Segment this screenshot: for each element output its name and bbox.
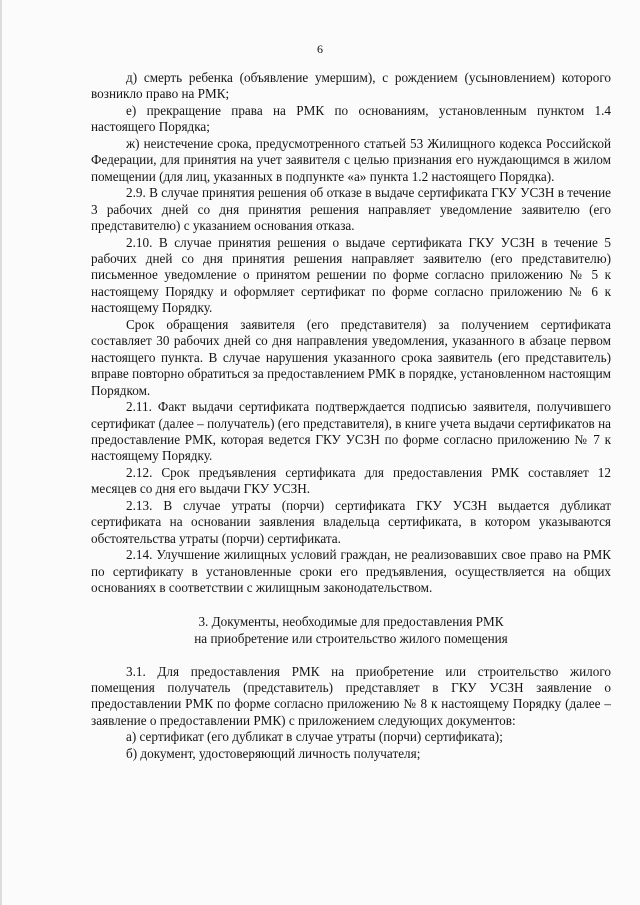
paragraph-2-12: 2.12. Срок предъявления сертификата для предоставления РМК составляет 12 месяцев со дня его выдачи ГКУ УСЗН. <box>91 464 611 497</box>
paragraph-2-10: 2.10. В случае принятия решения о выдаче сертификата ГКУ УСЗН в течение 5 рабочих дней со дня принятия решения направляет заявителю (его представителю) письменное уведомление о принятом решении по форме согласно приложению № 5 к настоящему Порядку и оформляет сертификат по форме согласно приложению № 6 к настоящему Порядку. <box>91 234 611 316</box>
paragraph-2-9: 2.9. В случае принятия решения об отказе в выдаче сертификата ГКУ УСЗН в течение 3 рабочих дней со дня принятия решения направляет уведомление заявителю (его представителю) с указанием основания отказа. <box>91 185 611 234</box>
document-body <box>91 70 611 762</box>
paragraph-item-zh: ж) неистечение срока, предусмотренного статьей 53 Жилищного кодекса Российской Федерации, для принятия на учет заявителя с целью признания его нуждающимся в жилом помещении (для лиц, указанных в подпункте «а» пункта 1.2 настоящего Порядка). <box>91 135 611 184</box>
paragraph-2-10-term: Срок обращения заявителя (его представителя) за получением сертификата составляет 30 рабочих дней со дня направления уведомления, указанного в абзаце первом настоящего пункта. В случае нарушения указанного срока заявитель (его представитель) вправе повторно обратиться за предоставлением РМК в порядке, установленном настоящим Порядком. <box>91 316 611 398</box>
paragraph-2-11: 2.11. Факт выдачи сертификата подтверждается подписью заявителя, получившего сертификат (далее – получатель) (его представителя), в книге учета выдачи сертификатов на предоставление РМК, которая ведется ГКУ УСЗН по форме согласно приложению № 7 к настоящему Порядку. <box>91 399 611 464</box>
page-number: 6 <box>317 42 323 56</box>
spacer <box>91 597 611 613</box>
paragraph-item-d: д) смерть ребенка (объявление умершим), с рождением (усыновлением) которого возникло право на РМК; <box>91 70 611 102</box>
paragraph-item-b: б) документ, удостоверяющий личность получателя; <box>126 745 421 761</box>
section-heading-line-2: на приобретение или строительство жилого помещения <box>194 630 508 646</box>
paragraph-item-e: е) прекращение права на РМК по основаниям, установленным пунктом 1.4 настоящего Порядка; <box>91 102 611 135</box>
spacer <box>91 647 611 664</box>
paragraph-3-1: 3.1. Для предоставления РМК на приобретение или строительство жилого помещения получатель (представитель) представляет в ГКУ УСЗН заявление о предоставлении РМК по форме согласно приложению № 8 к настоящему Порядку (далее – заявление о предоставлении РМК) с приложением следующих документов: <box>91 663 611 728</box>
paragraph-2-13: 2.13. В случае утраты (порчи) сертификата ГКУ УСЗН выдается дубликат сертификата на основании заявления владельца сертификата, в котором указываются обстоятельства утраты (порчи) сертификата. <box>91 497 611 546</box>
section-heading-line-1: 3. Документы, необходимые для предоставления РМК <box>198 613 504 629</box>
scan-edge <box>0 0 2 905</box>
paragraph-2-14: 2.14. Улучшение жилищных условий граждан, не реализовавших свое право на РМК по сертификату в установленные сроки его предъявления, осуществляется на общих основаниях в соответствии с жилищным законодательством. <box>91 547 611 596</box>
paragraph-item-a: а) сертификат (его дубликат в случае утраты (порчи) сертификата); <box>126 729 503 745</box>
